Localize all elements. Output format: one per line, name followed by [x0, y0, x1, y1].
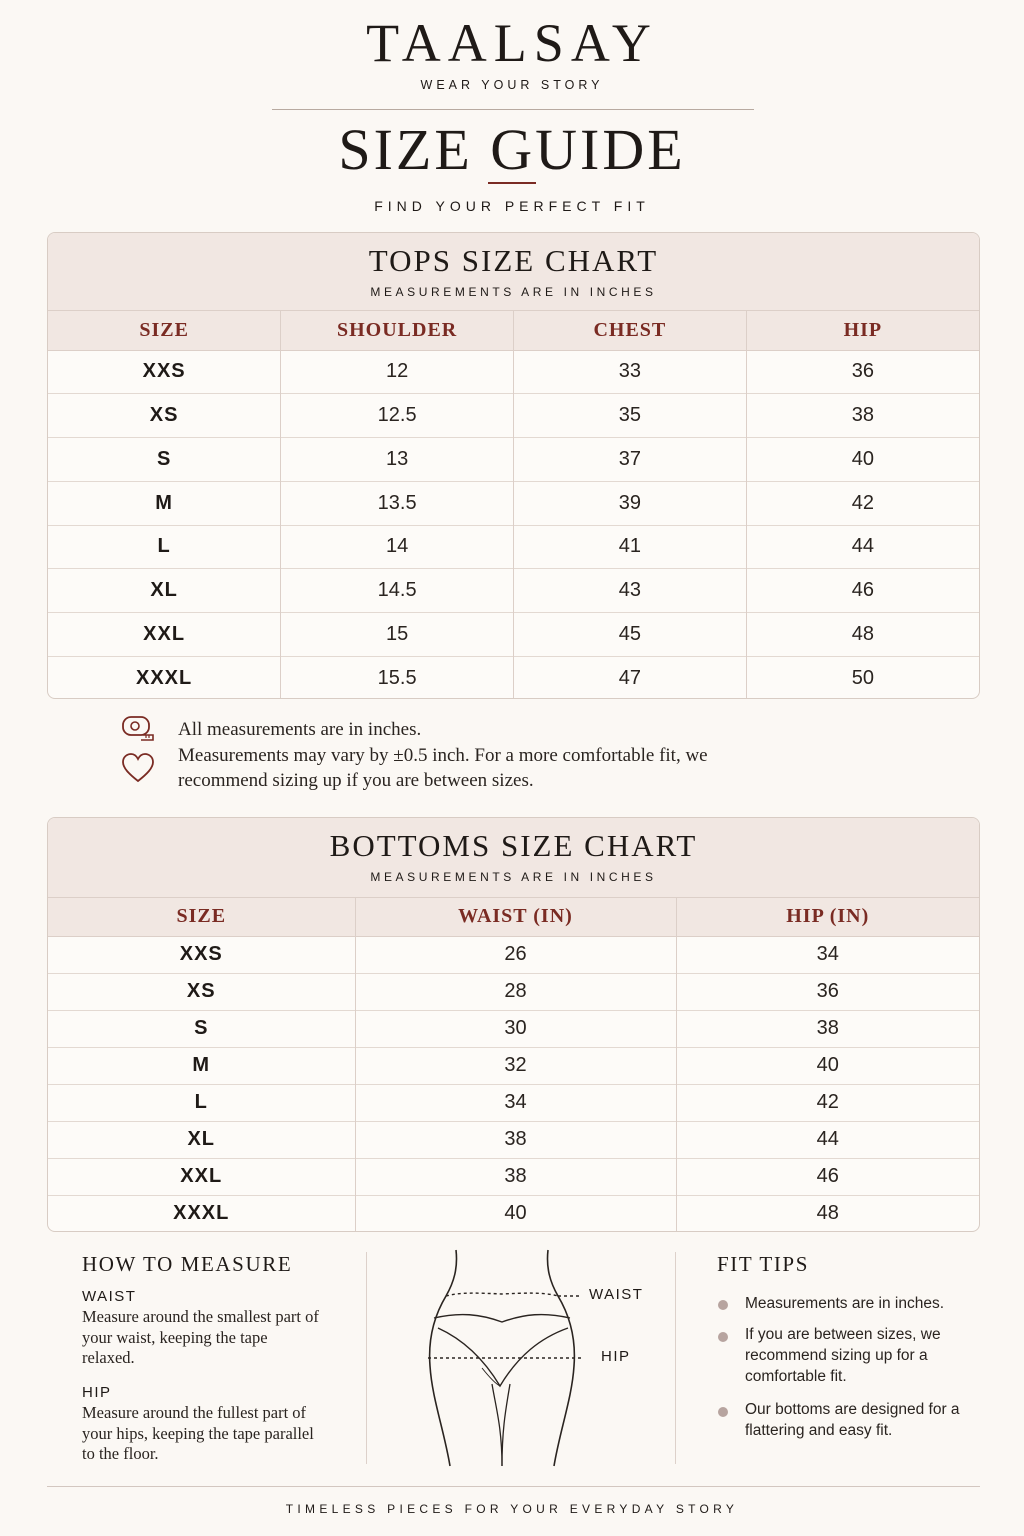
measuring-tape-icon [121, 714, 155, 742]
size-cell: M [48, 481, 281, 525]
table-row [48, 656, 979, 699]
measurement-cell: 14.5 [281, 569, 514, 613]
figure-waist-label: WAIST [589, 1286, 644, 1303]
bullet-icon [718, 1300, 728, 1310]
fit-tip: Measurements are in inches. [745, 1295, 945, 1312]
measurement-cell: 12 [281, 350, 514, 394]
measurement-cell: 36 [676, 973, 979, 1010]
measurement-cell: 40 [746, 438, 979, 482]
measurement-cell: 40 [676, 1047, 979, 1084]
measurement-cell: 30 [355, 1010, 676, 1047]
table-row [48, 973, 979, 1010]
measurement-cell: 38 [355, 1158, 676, 1195]
tops-chart-title: TOPS SIZE CHART [368, 243, 659, 278]
measurement-cell: 33 [514, 350, 747, 394]
column-header: CHEST [514, 311, 747, 350]
size-cell: XXL [48, 1158, 355, 1195]
waist-instructions: Measure around the smallest part of your waist, keeping the tape relaxed. [82, 1307, 319, 1367]
measurement-cell: 34 [355, 1084, 676, 1121]
header-divider [272, 109, 754, 110]
bullet-icon [718, 1332, 728, 1342]
measurement-cell: 50 [746, 656, 979, 699]
table-row [48, 613, 979, 657]
tops-chart-subtitle: MEASUREMENTS ARE IN INCHES [370, 285, 657, 299]
bullet-icon [718, 1407, 728, 1417]
measurement-cell: 39 [514, 481, 747, 525]
bottoms-chart-subtitle: MEASUREMENTS ARE IN INCHES [370, 870, 657, 884]
measurement-cell: 44 [746, 525, 979, 569]
table-row [48, 569, 979, 613]
bottoms-chart-header [48, 818, 979, 898]
measurement-cell: 47 [514, 656, 747, 699]
size-cell: XL [48, 569, 281, 613]
measurement-cell: 46 [676, 1158, 979, 1195]
column-header: SHOULDER [281, 311, 514, 350]
size-cell: XS [48, 973, 355, 1010]
measurement-cell: 44 [676, 1121, 979, 1158]
section-divider [366, 1252, 367, 1464]
size-cell: S [48, 438, 281, 482]
column-header: HIP (IN) [676, 898, 979, 936]
size-cell: XL [48, 1121, 355, 1158]
measurement-cell: 38 [355, 1121, 676, 1158]
measurement-cell: 43 [514, 569, 747, 613]
fit-tip: Our bottoms are designed for a flattering and easy fit. [745, 1401, 960, 1439]
tops-table [48, 311, 979, 699]
table-row [48, 1047, 979, 1084]
figure-hip-label: HIP [601, 1348, 631, 1365]
measurement-cell: 15 [281, 613, 514, 657]
measurement-cell: 14 [281, 525, 514, 569]
hip-label: HIP [82, 1384, 112, 1401]
size-cell: XXXL [48, 1195, 355, 1232]
how-to-measure-title: HOW TO MEASURE [82, 1252, 293, 1276]
footer-divider [47, 1486, 980, 1487]
table-row [48, 936, 979, 973]
tops-header-row [48, 311, 979, 350]
measurement-cell: 48 [746, 613, 979, 657]
size-cell: XXL [48, 613, 281, 657]
measurement-cell: 35 [514, 394, 747, 438]
measurement-cell: 15.5 [281, 656, 514, 699]
measurement-cell: 32 [355, 1047, 676, 1084]
size-cell: XXS [48, 936, 355, 973]
measurement-cell: 42 [676, 1084, 979, 1121]
page-subtitle: FIND YOUR PERFECT FIT [374, 198, 650, 214]
measurement-cell: 46 [746, 569, 979, 613]
column-header: WAIST (IN) [355, 898, 676, 936]
waist-label: WAIST [82, 1288, 137, 1305]
size-cell: L [48, 1084, 355, 1121]
size-cell: S [48, 1010, 355, 1047]
measurement-cell: 41 [514, 525, 747, 569]
fit-tips-title: FIT TIPS [717, 1252, 809, 1276]
heart-icon [121, 752, 155, 784]
measurement-cell: 36 [851, 360, 874, 383]
size-cell: XXS [48, 350, 281, 394]
measurement-cell: 37 [514, 438, 747, 482]
table-row [48, 1195, 979, 1232]
table-row [48, 394, 979, 438]
measurement-cell: 13 [281, 438, 514, 482]
measurement-cell: 34 [816, 943, 839, 965]
note-inches: All measurements are in inches. [178, 719, 422, 740]
column-header: SIZE [48, 898, 355, 936]
tops-size-chart [47, 232, 980, 699]
table-row [48, 481, 979, 525]
column-header: HIP [746, 311, 979, 350]
measurement-cell: 45 [514, 613, 747, 657]
measurement-cell: 40 [355, 1195, 676, 1232]
bottoms-size-chart [47, 817, 980, 1232]
table-row [48, 1158, 979, 1195]
table-row [48, 1010, 979, 1047]
footer-tagline: TIMELESS PIECES FOR YOUR EVERYDAY STORY [285, 1502, 739, 1516]
measurement-cell: 42 [746, 481, 979, 525]
table-row [48, 525, 979, 569]
size-cell: XXXL [48, 656, 281, 699]
size-cell: L [48, 525, 281, 569]
page-title: SIZE GUIDE [338, 117, 686, 182]
table-row [48, 1084, 979, 1121]
bottoms-header-row [48, 898, 979, 936]
measurement-cell: 38 [676, 1010, 979, 1047]
table-row [48, 350, 979, 394]
hip-instructions: Measure around the fullest part of your hips, keeping the tape parallel to the floor. [82, 1403, 314, 1463]
title-underline [488, 182, 536, 184]
bottoms-chart-title: BOTTOMS SIZE CHART [329, 828, 698, 863]
note-fit-advice: Measurements may vary by ±0.5 inch. For a more comfortable fit, we recommend sizing up if you are between sizes. [178, 745, 708, 791]
tops-chart-header [48, 233, 979, 311]
size-cell: M [48, 1047, 355, 1084]
size-cell: XS [48, 394, 281, 438]
bottoms-table [48, 898, 979, 1232]
brand-tagline: WEAR YOUR STORY [420, 78, 604, 92]
section-divider [675, 1252, 676, 1464]
brand-logo: TAALSAY [366, 13, 658, 73]
column-header: SIZE [48, 311, 281, 350]
measurement-cell: 28 [355, 973, 676, 1010]
measurement-cell: 26 [355, 936, 676, 973]
table-row [48, 438, 979, 482]
table-row [48, 1121, 979, 1158]
measurement-cell: 12.5 [281, 394, 514, 438]
measurement-cell: 38 [746, 394, 979, 438]
measurement-cell: 13.5 [281, 481, 514, 525]
measurement-cell: 48 [676, 1195, 979, 1232]
body-figure-illustration [420, 1248, 590, 1468]
fit-tip: If you are between sizes, we recommend sizing up for a comfortable fit. [745, 1326, 941, 1385]
